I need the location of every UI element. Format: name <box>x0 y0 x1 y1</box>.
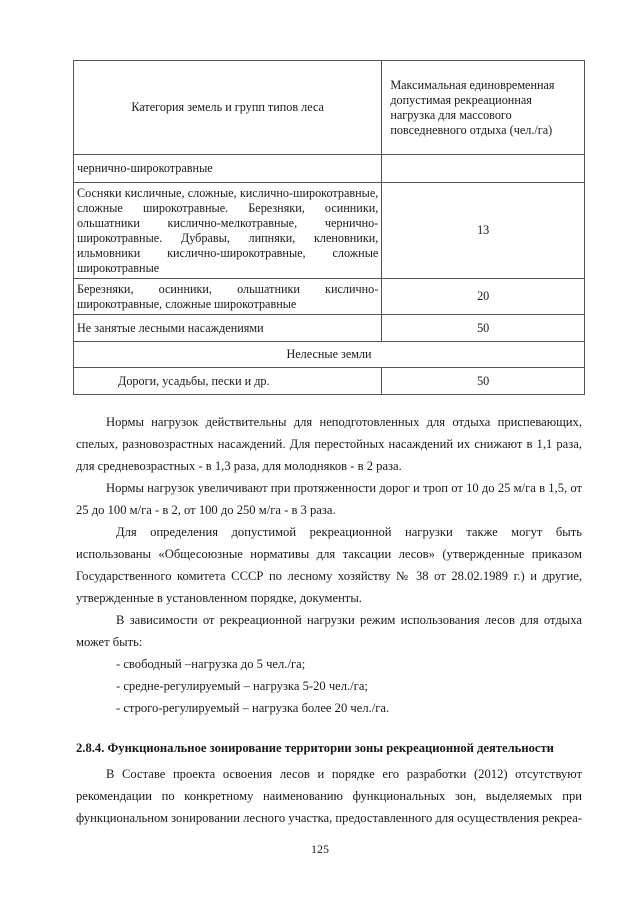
body-text <box>76 411 582 719</box>
paragraph-load-norms: Нормы нагрузок действительны для неподготовленных для отдыха приспевающих, спелых, разновозрастных насаждений. Для перестойных насаждений их снижают в 1,1 раза, для средневозрастных - в 1,3 раза, для молодняков - в 2 раза. <box>76 415 582 473</box>
row-category: Березняки, осинники, ольшатники кислично-широкотравные, сложные широкотравные <box>74 279 382 315</box>
body-text-continued <box>76 763 582 829</box>
row-category: чернично-широкотравные <box>74 155 382 183</box>
paragraph-zoning: В Составе проекта освоения лесов и порядке его разработки (2012) отсутствуют рекомендации по конкретному наименованию функциональных зон, выделяемых при функциональном зонировании лесного участка, предоставленного для осуществления рекреа- <box>76 767 583 825</box>
list-item: - средне-регулируемый – нагрузка 5-20 чел./га; <box>116 679 368 693</box>
paragraph-road-density: Нормы нагрузок увеличивают при протяженности дорог и троп от 10 до 25 м/га в 1,5, от 25 до 100 м/га - в 2, от 100 до 250 м/га - в 3 раза. <box>76 481 582 517</box>
section-row-nonforest: Нелесные земли <box>74 342 585 368</box>
row-value: 50 <box>382 368 585 395</box>
row-value: 50 <box>382 315 585 342</box>
row-value: 20 <box>382 279 585 315</box>
section-heading: 2.8.4. Функциональное зонирование территории зоны рекреационной деятельности <box>76 741 554 755</box>
row-value: 13 <box>382 183 585 279</box>
paragraph-regimes: В зависимости от рекреационной нагрузки режим использования лесов для отдыха может быть: <box>76 613 582 649</box>
recreation-load-table <box>73 60 585 395</box>
row-value <box>382 155 585 183</box>
header-category: Категория земель и групп типов леса <box>74 61 382 155</box>
page-number: 125 <box>311 842 329 856</box>
row-category: Не занятые лесными насаждениями <box>74 315 382 342</box>
paragraph-standards: Для определения допустимой рекреационной нагрузки также могут быть использованы «Общесоюзные нормативы для таксации лесов» (утвержденные приказом Государственного комитета СССР по лесному хозяйству № 38 от 28.02.1989 г.) и другие, утвержденные в установленном порядке, документы. <box>76 525 582 605</box>
row-category: Сосняки кисличные, сложные, кислично-широкотравные, сложные широкотравные. Березняки, осинники, ольшатники кислично-мелкотравные, чернично-широкотравные. Дубравы, липняки, кленовники, ильмовники кислично-широкотравные, сложные широкотравные <box>74 183 382 279</box>
row-category: Дороги, усадьбы, пески и др. <box>74 368 382 395</box>
header-max-load: Максимальная единовременная допустимая рекреационная нагрузка для массового повседневного отдыха (чел./га) <box>382 61 585 155</box>
list-item: - строго-регулируемый – нагрузка более 20 чел./га. <box>116 701 390 715</box>
list-item: - свободный –нагрузка до 5 чел./га; <box>116 657 306 671</box>
